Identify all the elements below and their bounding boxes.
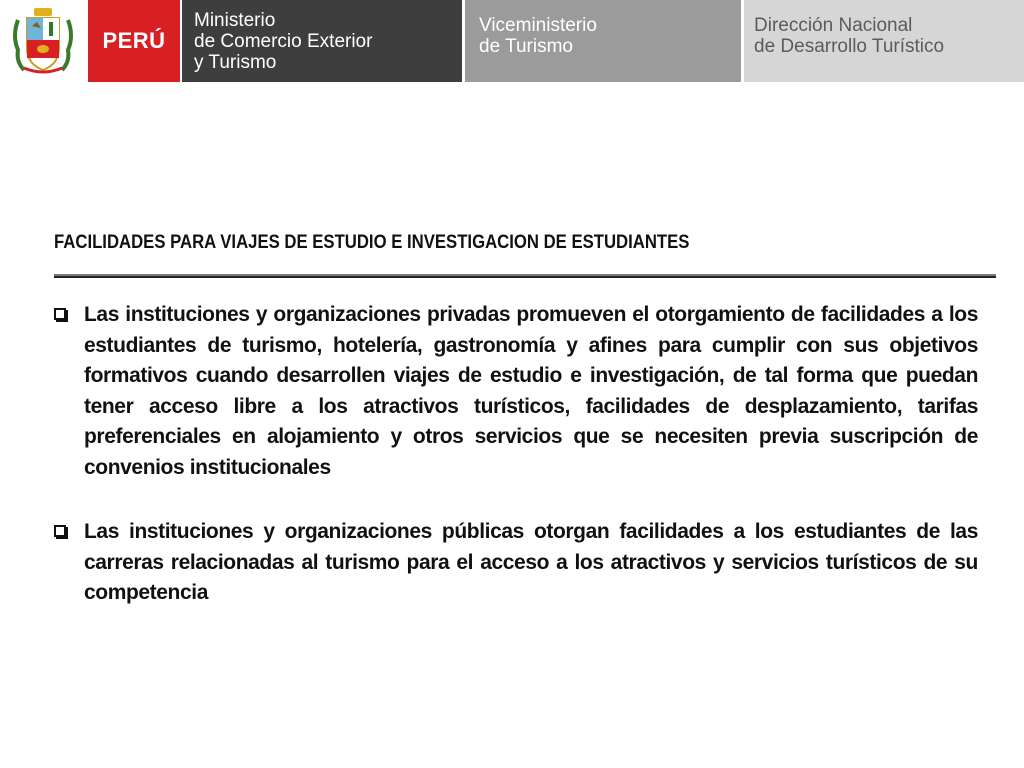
ministry-line-3: y Turismo <box>194 52 277 73</box>
vice-ministry-line-1: Viceministerio <box>479 15 597 36</box>
directorate-line-2: de Desarrollo Turístico <box>754 36 945 57</box>
country-label: PERÚ <box>102 28 166 53</box>
vice-ministry-block <box>465 0 741 82</box>
directorate-line-1: Dirección Nacional <box>754 15 913 36</box>
title-divider <box>54 274 996 278</box>
coat-of-arms-icon <box>10 6 76 76</box>
slide-title: FACILIDADES PARA VIAJES DE ESTUDIO E INVESTIGACION DE ESTUDIANTES <box>54 232 690 253</box>
bullet-text: Las instituciones y organizaciones privadas promueven el otorgamiento de facilidades a los estudiantes de turismo, hotelería, gastronomía y afines para cumplir con sus objetivos formativos cuando desarrollen viajes de estudio e investigación, de tal forma que puedan tener acceso libre a los atractivos turísticos, facilidades de desplazamiento, tarifas preferenciales en alojamiento y otros servicios que se necesiten previa suscripción de convenios institucionales <box>84 303 978 479</box>
peru-badge <box>88 0 180 82</box>
directorate-block <box>744 0 1024 82</box>
bullet-text: Las instituciones y organizaciones públicas otorgan facilidades a los estudiantes de las carreras relacionadas al turismo para el acceso a los atractivos y servicios turísticos de su competencia <box>84 520 978 604</box>
bullet-item <box>52 517 978 609</box>
vice-ministry-line-2: de Turismo <box>479 36 573 57</box>
ministry-block <box>182 0 462 82</box>
ministry-line-2: de Comercio Exterior <box>194 31 373 52</box>
ministry-line-1: Ministerio <box>194 10 276 31</box>
bullet-list <box>52 300 978 643</box>
checkbox-bullet-icon <box>54 525 66 537</box>
header-banner <box>0 0 1024 84</box>
bullet-item <box>52 300 978 483</box>
checkbox-bullet-icon <box>54 308 66 320</box>
